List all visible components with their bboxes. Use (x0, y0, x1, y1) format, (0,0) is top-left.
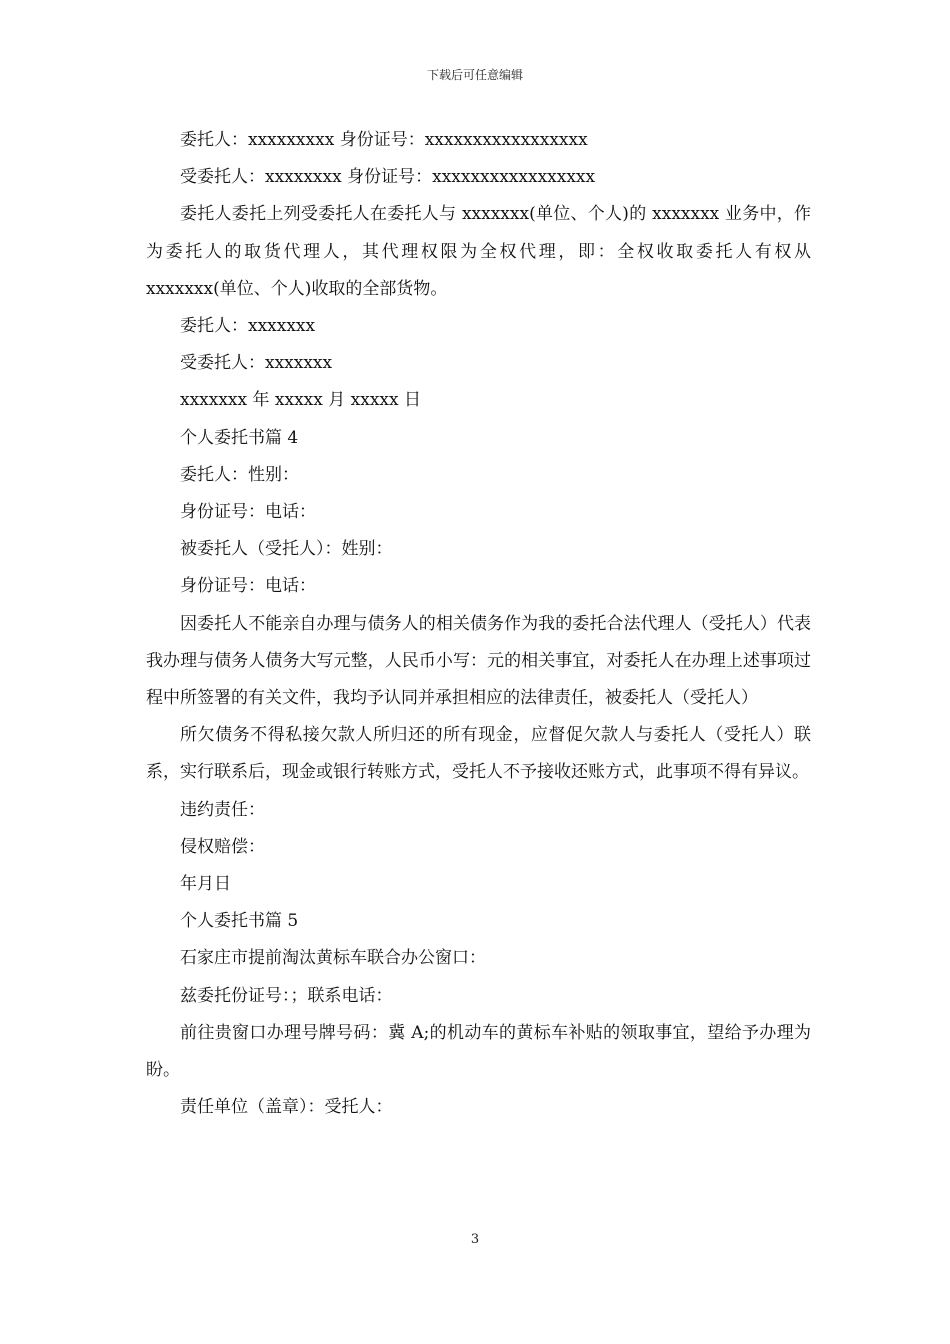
paragraph-date-blank: 年月日 (180, 874, 231, 895)
paragraph-entrust-contact: 兹委托份证号：；联系电话： (180, 985, 393, 1006)
document-body (146, 122, 811, 1126)
paragraph-date: xxxxxxx 年 xxxxx 月 xxxxx 日 (180, 390, 422, 411)
paragraph-debt-authorization: 因委托人不能亲自办理与债务人的相关债务作为我的委托合法代理人（受托人）代表我办理与债务人债务大写元整，人民币小写：元的相关事宜，对委托人在办理上述事项过程中所签署的有关文件，我均予认同并承担相应的法律责任，被委托人（受托人） (146, 613, 811, 709)
paragraph-agent: 受委托人：xxxxxxxx 身份证号：xxxxxxxxxxxxxxxxx (180, 167, 596, 188)
paragraph-agent-sign: 受委托人：xxxxxxx (180, 353, 333, 374)
paragraph-infringement: 侵权赔偿： (180, 836, 265, 857)
section-title-4: 个人委托书篇 4 (180, 427, 299, 448)
paragraph-signature-line: 责任单位（盖章）：受托人： (180, 1097, 393, 1118)
paragraph-vehicle-subsidy: 前往贵窗口办理号牌号码：冀 A;的机动车的黄标车补贴的领取事宜，望给予办理为盼。 (146, 1022, 811, 1081)
paragraph-principal-gender: 委托人：性别： (180, 464, 299, 485)
paragraph-authorization: 委托人委托上列受委托人在委托人与 xxxxxxx(单位、个人)的 xxxxxxx 业务中，作为委托人的取货代理人，其代理权限为全权代理，即：全权收取委托人有权从 xxxxxxx(单位、个人)收取的全部货物。 (146, 204, 811, 299)
section-title-5: 个人委托书篇 5 (180, 911, 299, 932)
page-header: 下载后可任意编辑 (426, 68, 523, 82)
paragraph-principal: 委托人：xxxxxxxxx 身份证号：xxxxxxxxxxxxxxxxx (180, 130, 588, 150)
paragraph-principal-sign: 委托人：xxxxxxx (180, 316, 316, 337)
paragraph-id-phone-2: 身份证号：电话： (180, 576, 316, 597)
paragraph-debt-terms: 所欠债务不得私接欠款人所归还的所有现金，应督促欠款人与委托人（受托人）联系，实行联系后，现金或银行转账方式，受托人不予接收还账方式，此事项不得有异议。 (146, 725, 811, 783)
page-number: 3 (470, 1232, 480, 1247)
paragraph-id-phone-1: 身份证号：电话： (180, 502, 316, 523)
paragraph-trustee-name: 被委托人（受托人）：姓别： (180, 539, 393, 560)
paragraph-breach: 违约责任： (180, 799, 265, 820)
paragraph-addressee: 石家庄市提前淘汰黄标车联合办公窗口： (180, 948, 486, 969)
